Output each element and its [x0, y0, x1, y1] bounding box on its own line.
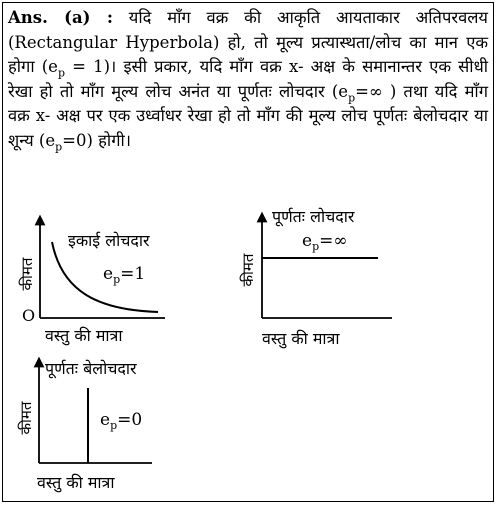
diagram-perfectly-inelastic	[17, 359, 152, 493]
diagram-perfectly-elastic	[239, 207, 392, 349]
x-axis-label: वस्तु की मात्रा	[45, 326, 123, 345]
subscript-p: p	[348, 91, 356, 105]
diagram-title: पूर्णतः बेलोचदार	[45, 359, 137, 378]
subscript-p: p	[55, 140, 63, 154]
subscript-p: p	[57, 66, 65, 80]
y-axis-label: कीमत	[17, 401, 35, 435]
answer-text-3: =∞ ) तथा यदि माँग वक्र x- अक्ष पर एक उर्ध्वाधर रेखा हो तो माँग की मूल्य लोच पूर्णतः बेलोचदार या शून्य (e	[8, 81, 488, 150]
y-axis-label: कीमत	[239, 253, 257, 287]
elasticity-label: $e_p=0$	[100, 410, 143, 432]
elasticity-label: $e_p=\infty$	[302, 231, 348, 253]
answer-text-2: = 1)। इसी प्रकार, यदि माँग वक्र x- अक्ष के समानान्तर एक सीधी रेखा हो तो माँग मूल्य लोच अनंत या पूर्णतः लोचदार (e	[8, 57, 488, 101]
origin-label: O	[22, 306, 36, 325]
diagram-title: इकाई लोचदार	[68, 231, 150, 250]
y-axis-label: कीमत	[18, 257, 36, 291]
diagram-unitary-elastic	[18, 220, 165, 346]
diagram-title: पूर्णतः लोचदार	[272, 207, 355, 226]
answer-text-1: यदि माँग वक्र की आकृति आयताकार अतिपरवलय (Rectangular Hyperbola) हो, तो मूल्य प्रत्यास्थता/लोच का मान एक होगा (e	[8, 8, 488, 77]
elasticity-label: $e_p=1$	[103, 264, 146, 286]
answer-prefix: Ans. (a) :	[8, 8, 113, 27]
x-axis-label: वस्तु की मात्रा	[262, 329, 340, 348]
answer-text-4: =0) होगी।	[62, 130, 132, 150]
x-axis-label: वस्तु की मात्रा	[37, 473, 115, 492]
